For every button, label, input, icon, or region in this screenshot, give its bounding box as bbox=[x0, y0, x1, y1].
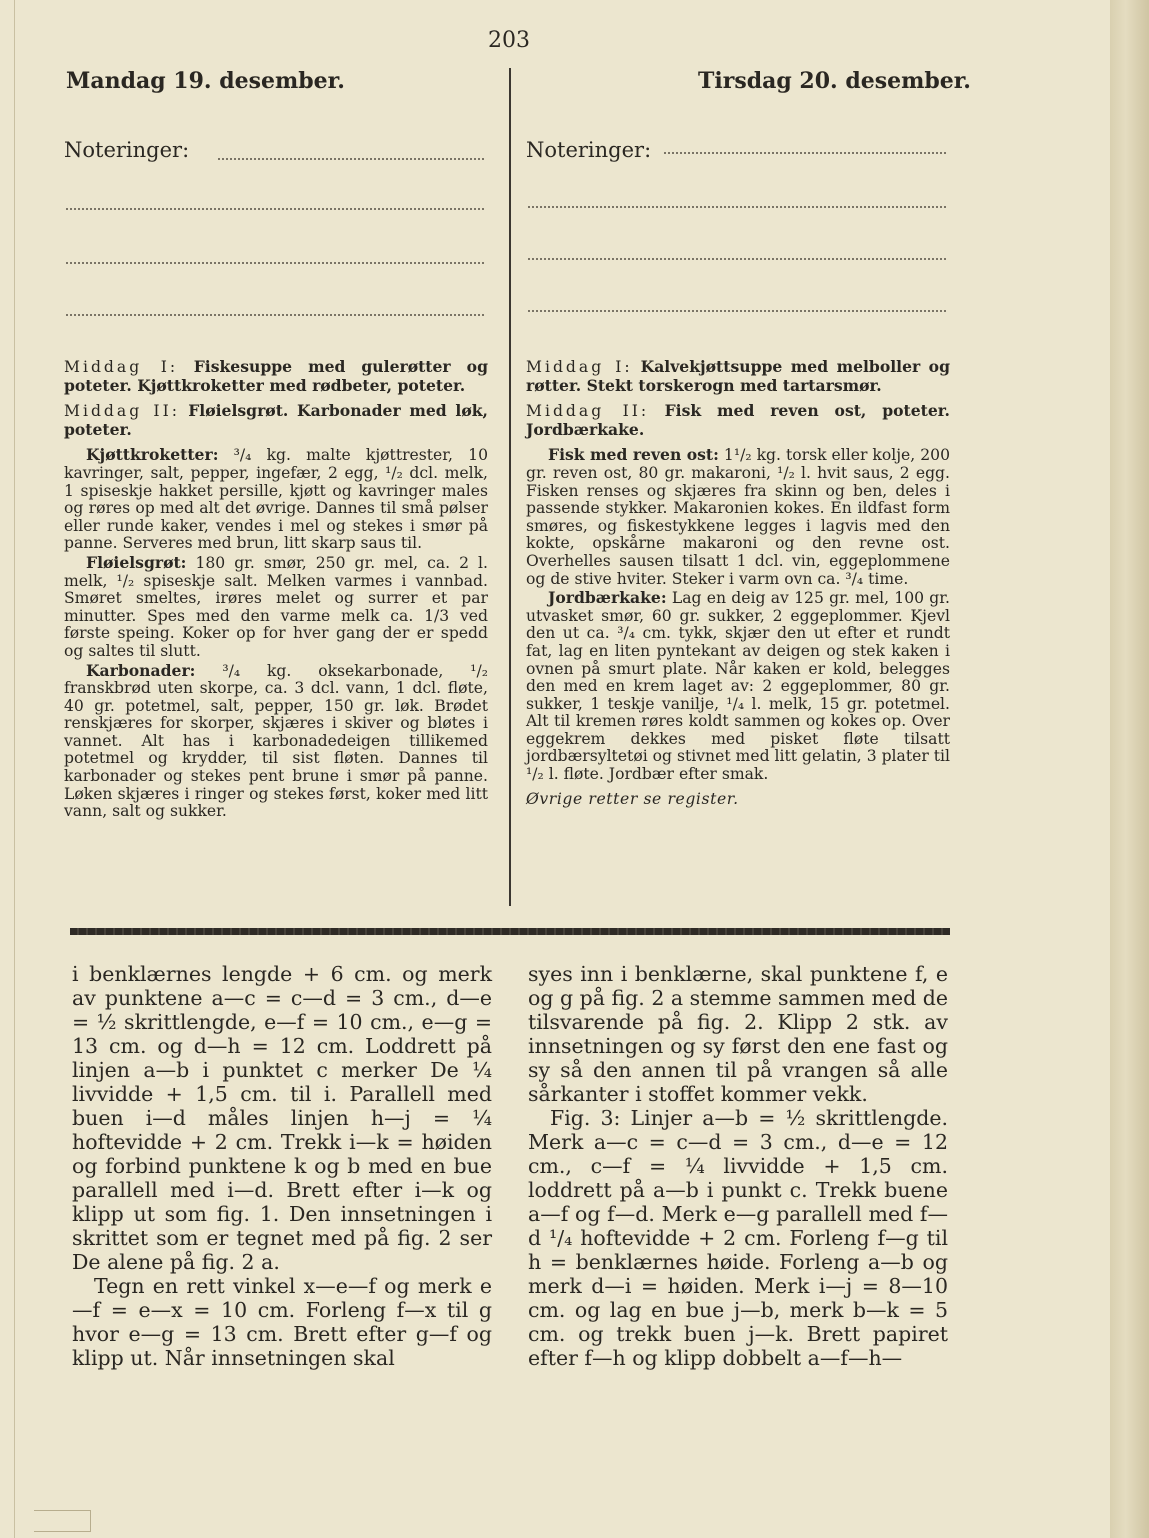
recipe-text: 1¹/₂ kg. torsk eller kolje, 200 gr. reven ost, 80 gr. makaroni, ¹/₂ l. hvit saus, 2 egg. Fisken renses og skjæres fra skinn og ben, deles i passende stykker. Makaronien kokes. En ildfast form smøres, og fiskestykkene legges i lagvis med den kokte, opskårne makaroni og den revne ost. Overhelles sausen tilsatt 1 dcl. vin, eggeplommene og de stive hviter. Steker i varm ovn ca. ³/₄ time. bbox=[526, 446, 950, 588]
left-recipe-column bbox=[64, 358, 488, 822]
column-divider bbox=[509, 68, 511, 906]
left-notes-line bbox=[66, 262, 484, 264]
recipe-fisk-med-reven-ost bbox=[526, 446, 950, 588]
sewing-paragraph: syes inn i benklærne, skal punktene f, e og g på fig. 2 a stemme sammen med de tilsvarende på fig. 2. Klipp 2 stk. av innsetningen og sy først den ene fast og sy så den annen til på vrangen så alle sårkanter i stoffet kommer vekk. bbox=[528, 962, 948, 1106]
page-edge bbox=[1110, 0, 1149, 1538]
menu-ii bbox=[526, 402, 950, 439]
sewing-paragraph: Fig. 3: Linjer a—b = ½ skrittlengde. Merk a—c = c—d = 3 cm., d—e = 12 cm., c—f = ¼ livvidde + 1,5 cm. loddrett på a—b i punkt c. Trekk buene a—f og f—d. Merk e—g parallell med f—d ¹/₄ hoftevidde + 2 cm. Forleng f—g til h = benklærnes høide. Forleng a—b og merk d—i = høiden. Merk i—j = 8—10 cm. og lag en bue j—b, merk b—k = 5 cm. og trekk buen j—k. Brett papiret efter f—h og klipp dobbelt a—f—h— bbox=[528, 1106, 948, 1370]
recipe-title: Jordbærkake: bbox=[548, 588, 667, 608]
recipe-text: 180 gr. smør, 250 gr. mel, ca. 2 l. melk, ¹/₂ spiseskje salt. Melken varmes i vannbad. Smøret smeltes, irøres melet og surrer et par minutter. Spes med den varme melk ca. 1/3 ved første speing. Koker op for hver gang der er spedd og saltes til slutt. bbox=[64, 553, 488, 660]
register-note: Øvrige retter se register. bbox=[526, 789, 739, 808]
left-notes-label: Noteringer: bbox=[64, 138, 190, 162]
recipe-title: Karbonader: bbox=[86, 660, 196, 680]
corner-mark bbox=[34, 1510, 91, 1532]
sewing-paragraph: Tegn en rett vinkel x—e—f og merk e—f = e—x = 10 cm. Forleng f—x til g hvor e—g = 13 cm. Brett efter g—f og klipp ut. Når innsetningen skal bbox=[72, 1274, 492, 1370]
left-sewing-column bbox=[72, 962, 492, 1370]
recipe-karbonader bbox=[64, 662, 488, 821]
right-sewing-column bbox=[528, 962, 948, 1370]
page-number: 203 bbox=[488, 28, 530, 53]
sewing-paragraph: i benklærnes lengde + 6 cm. og merk av punktene a—c = c—d = 3 cm., d—e = ½ skrittlengde, e—f = 10 cm., e—g = 13 cm. og d—h = 12 cm. Loddrett på linjen a—b i punktet c merker De ¼ livvidde + 1,5 cm. til i. Parallell med buen i—d måles linjen h—j = ¼ hoftevidde + 2 cm. Trekk i—k = høiden og forbind punktene k og b med en bue parallell med i—d. Brett efter i—k og klipp ut som fig. 1. Den innsetningen i skrittet som er tegnet med på fig. 2 ser De alene på fig. 2 a. bbox=[72, 962, 492, 1274]
section-separator bbox=[70, 928, 950, 935]
right-notes-line bbox=[528, 206, 946, 208]
menu-i bbox=[526, 358, 950, 395]
right-notes-line bbox=[528, 310, 946, 312]
menu-text: Fisk med reven ost, poteter. Jordbærkake. bbox=[526, 401, 950, 439]
menu-label: Middag II: bbox=[526, 402, 650, 421]
recipe-kjottkroketter bbox=[64, 446, 488, 553]
recipe-floielsgrot bbox=[64, 554, 488, 661]
menu-i bbox=[64, 358, 488, 395]
menu-text: Fløielsgrøt. Karbonader med løk, poteter. bbox=[64, 401, 488, 439]
recipe-text: ³/₄ kg. malte kjøttrester, 10 kavringer, salt, pepper, ingefær, 2 egg, ¹/₂ dcl. melk, 1 spiseskje hakket persille, kjøtt og kavringer males og røres op med alt det øvrige. Dannes til små pølser eller runde kaker, vendes i mel og stekes i smør på panne. Serveres med brun, litt skarp saus til. bbox=[64, 446, 488, 553]
right-recipe-column bbox=[526, 358, 950, 815]
recipe-text: ³/₄ kg. oksekarbonade, ¹/₂ franskbrød uten skorpe, ca. 3 dcl. vann, 1 dcl. fløte, 40 gr. potetmel, salt, pepper, 150 gr. løk. Brødet renskjæres for skorper, skjæres i skiver og bløtes i vannet. Alt has i karbonadedeigen tillikemed potetmel og krydder, til sist fløten. Dannes til karbonader og stekes pent brune i smør på panne. Løken skjæres i ringer og stekes først, koker med litt vann, salt og sukker. bbox=[64, 661, 488, 821]
right-notes-line bbox=[528, 258, 946, 260]
menu-label: Middag I: bbox=[526, 358, 633, 376]
margin-line bbox=[14, 0, 15, 1538]
menu-text: Kalvekjøttsuppe med melboller og røtter. Stekt torskerogn med tartarsmør. bbox=[526, 357, 950, 395]
recipe-title: Kjøttkroketter: bbox=[86, 445, 219, 465]
menu-label: Middag I: bbox=[64, 358, 179, 376]
left-notes-line bbox=[66, 208, 484, 210]
right-notes-line bbox=[664, 152, 946, 154]
recipe-text: Lag en deig av 125 gr. mel, 100 gr. utvasket smør, 60 gr. sukker, 2 eggeplommer. Kjevl den ut ca. ³/₄ cm. tykk, skjær den ut efter et rundt fat, lag en liten pyntekant av deigen og stek kaken i ovnen på smurt plate. Når kaken er kold, belegges den med en krem laget av: 2 eggeplommer, 80 gr. sukker, 1 teskje vanilje, ¹/₄ l. melk, 15 gr. potetmel. Alt til kremen røres koldt sammen og kokes op. Over eggekrem dekkes med pisket fløte tilsatt jordbærsyltetøi og stivnet med litt gelatin, 3 plater til ¹/₂ l. fløte. Jordbær efter smak. bbox=[526, 589, 950, 784]
right-notes-label: Noteringer: bbox=[526, 138, 652, 162]
left-notes-line bbox=[218, 158, 484, 160]
menu-text: Fiskesuppe med gulerøtter og poteter. Kjøttkroketter med rødbeter, poteter. bbox=[64, 357, 488, 395]
recipe-title: Fisk med reven ost: bbox=[548, 445, 719, 465]
recipe-title: Fløielsgrøt: bbox=[86, 552, 187, 572]
left-day-heading: Mandag 19. desember. bbox=[66, 68, 345, 94]
menu-label: Middag II: bbox=[64, 402, 180, 421]
menu-ii bbox=[64, 402, 488, 439]
recipe-jordbaerkake bbox=[526, 589, 950, 784]
left-notes-line bbox=[66, 314, 484, 316]
right-day-heading: Tirsdag 20. desember. bbox=[698, 68, 971, 94]
